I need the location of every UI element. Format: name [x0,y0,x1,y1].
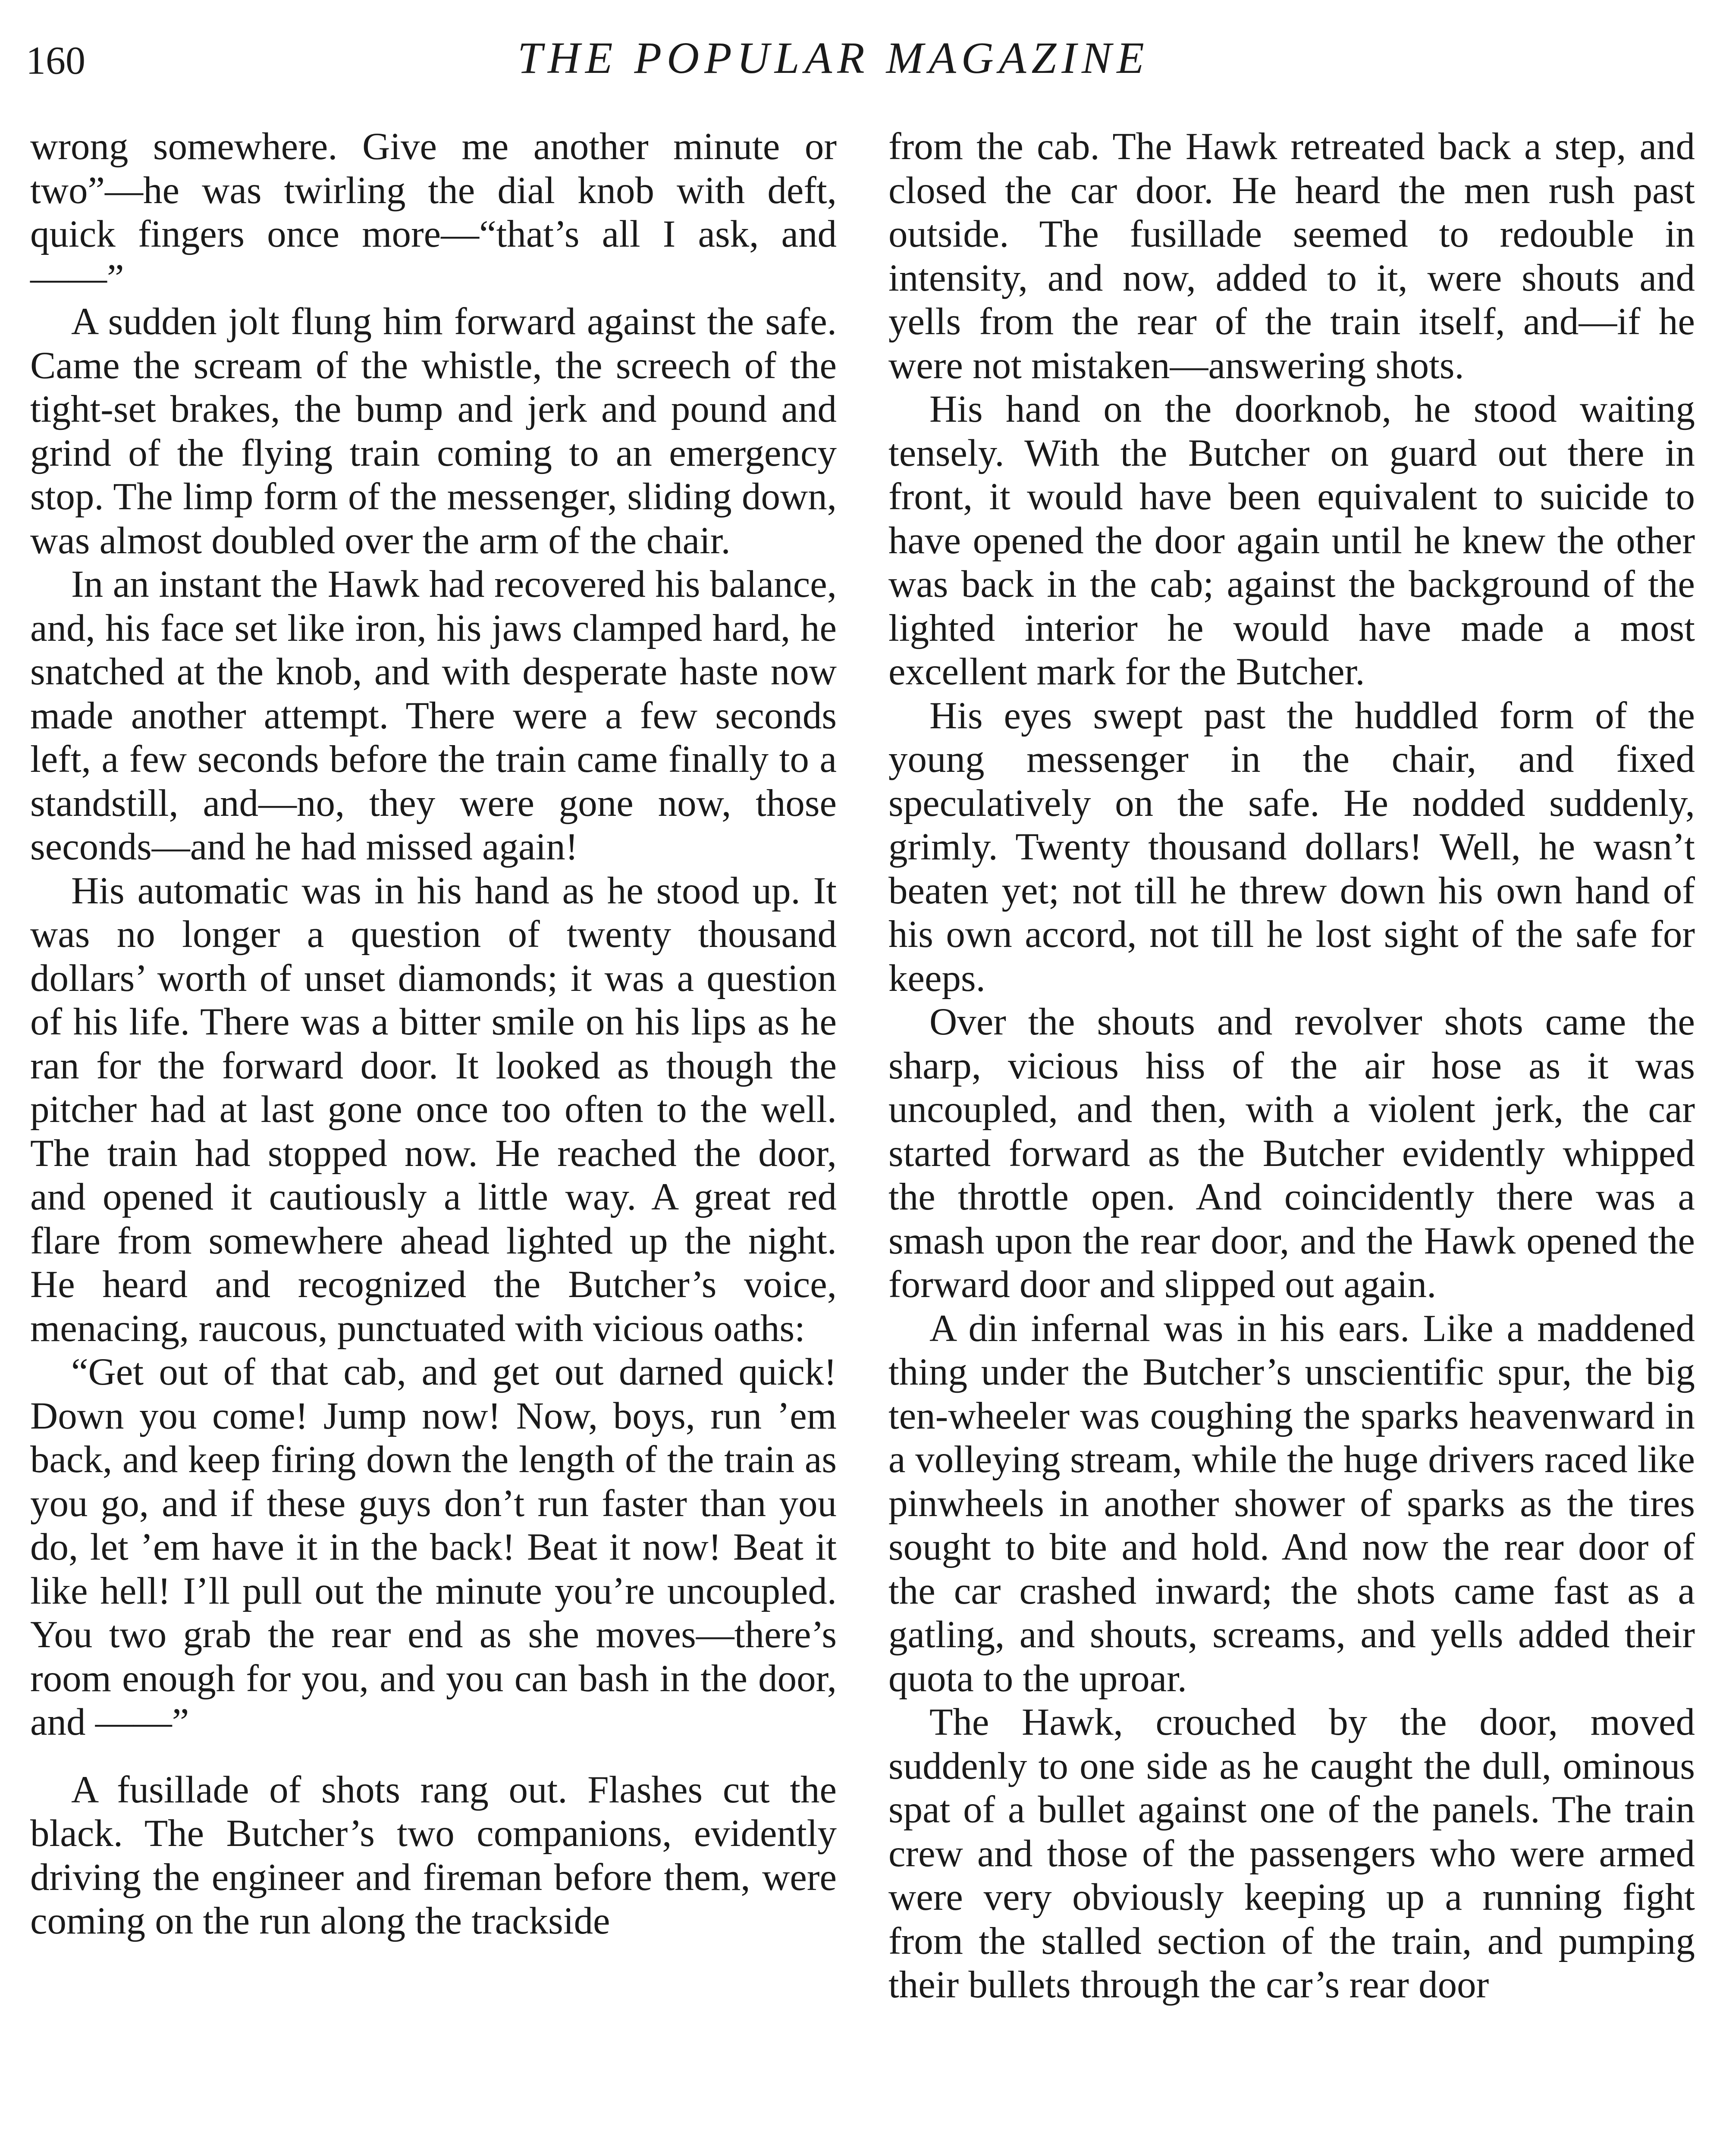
page-header [26,30,1700,91]
page-number: 160 [26,38,85,82]
paragraph: In an instant the Hawk had recovered his balance, and, his face set like iron, his jaws clamped hard, he snatched at the knob, and with desperate haste now made another attempt. There were a few seconds left, a few seconds before the train came finally to a standstill, and—no, they were gone now, those seconds—and he had missed again! [30,563,837,868]
left-column [30,125,837,2156]
paragraph: “Get out of that cab, and get out darned quick! Down you come! Jump now! Now, boys, run ’em back, and keep firing down the length of the train as you go, and if these guys don’t run faster than you do, let ’em have it in the back! Beat it now! Beat it like hell! I’ll pull out the minute you’re uncoupled. You two grab the rear end as she moves—there’s room enough for you, and you can bash in the door, and ——” [30,1351,837,1743]
paragraph: His automatic was in his hand as he stood up. It was no longer a question of twenty thousand dollars’ worth of unset diamonds; it was a question of his life. There was a bitter smile on his lips as he ran for the forward door. It looked as though the pitcher had at last gone once too often to the well. The train had stopped now. He reached the door, and opened it cautiously a little way. A great red flare from somewhere ahead lighted up the night. He heard and recognized the Butcher’s voice, menacing, raucous, punctuated with vicious oaths: [30,869,837,1350]
paragraph: His eyes swept past the huddled form of the young messenger in the chair, and fixed speculatively on the safe. He nodded suddenly, grimly. Twenty thousand dollars! Well, he wasn’t beaten yet; not till he threw down his own hand of his own accord, not till he lost sight of the safe for keeps. [888,694,1695,1000]
paragraph: A fusillade of shots rang out. Flashes cut the black. The Butcher’s two companions, evidently driving the engineer and fireman before them, were coming on the run along the trackside [30,1768,837,1942]
running-title: THE POPULAR MAGAZINE [518,33,1149,83]
paragraph: wrong somewhere. Give me another minute or two”—he was twirling the dial knob with deft, quick fingers once more—“that’s all I ask, and——” [30,125,837,299]
paragraph: The Hawk, crouched by the door, moved suddenly to one side as he caught the dull, ominous spat of a bullet against one of the panels. The train crew and those of the passengers who were armed were very obviously keeping up a running fight from the stalled section of the train, and pumping their bullets through the car’s rear door [888,1701,1695,2006]
paragraph: A din infernal was in his ears. Like a maddened thing under the Butcher’s unscientific spur, the big ten-wheeler was coughing the sparks heavenward in a volleying stream, while the huge drivers raced like pinwheels in another shower of sparks as the tires sought to bite and hold. And now the rear door of the car crashed inward; the shots came fast as a gatling, and shouts, screams, and yells added their quota to the uproar. [888,1307,1695,1700]
paragraph: Over the shouts and revolver shots came the sharp, vicious hiss of the air hose as it was uncoupled, and then, with a violent jerk, the car started forward as the Butcher evidently whipped the throttle open. And coincidently there was a smash upon the rear door, and the Hawk opened the forward door and slipped out again. [888,1001,1695,1306]
paragraph: A sudden jolt flung him forward against the safe. Came the scream of the whistle, the screech of the tight-set brakes, the bump and jerk and pound and grind of the flying train coming to an emergency stop. The limp form of the messenger, sliding down, was almost doubled over the arm of the chair. [30,301,837,562]
right-column [888,125,1695,2156]
paragraph: from the cab. The Hawk retreated back a step, and closed the car door. He heard the men rush past outside. The fusillade seemed to redouble in intensity, and now, added to it, were shouts and yells from the rear of the train itself, and—if he were not mistaken—answering shots. [888,125,1695,387]
paragraph: His hand on the doorknob, he stood waiting tensely. With the Butcher on guard out there in front, it would have been equivalent to suicide to have opened the door again until he knew the other was back in the cab; against the background of the lighted interior he would have made a most excellent mark for the Butcher. [888,388,1695,693]
